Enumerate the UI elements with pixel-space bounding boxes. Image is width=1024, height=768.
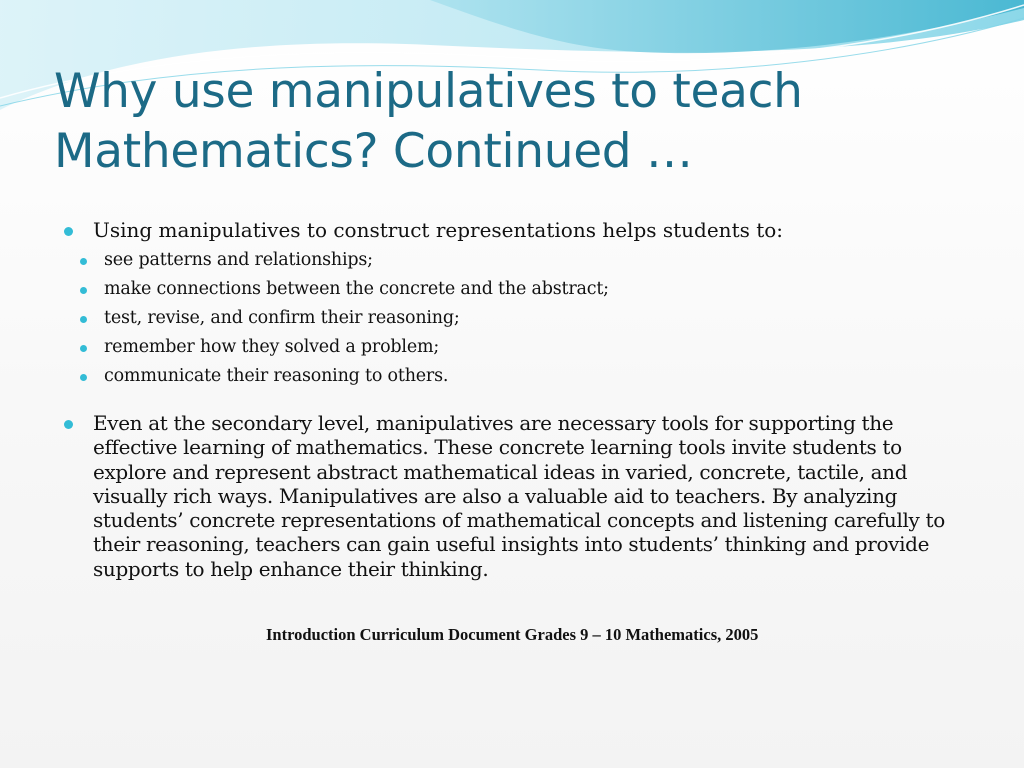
slide-body bbox=[64, 218, 964, 581]
slide-title: Why use manipulatives to teach Mathematics? Continued … bbox=[54, 64, 803, 179]
bullet-1-text: Using manipulatives to construct representations helps students to: bbox=[93, 218, 784, 242]
sub-bullet-text: see patterns and relationships; bbox=[104, 250, 373, 270]
sub-bullet-item bbox=[64, 304, 964, 333]
sub-bullet-item bbox=[64, 333, 964, 362]
bullet-2-text: Even at the secondary level, manipulatives are necessary tools for supporting the effective learning of mathematics. These concrete learning tools invite students to explore and represent abstract mathematical ideas in varied, concrete, tactile, and visually rich ways. Manipulatives are also a valuable aid to teachers. By analyzing students’ concrete representations of mathematical concepts and listening carefully to their reasoning, teachers can gain useful insights into students’ thinking and provide supports to help enhance their thinking. bbox=[93, 411, 945, 581]
sub-bullet-list bbox=[64, 246, 964, 391]
sub-bullet-dot-icon bbox=[80, 287, 87, 294]
sub-bullet-dot-icon bbox=[80, 316, 87, 323]
citation: Introduction Curriculum Document Grades 9 – 10 Mathematics, 2005 bbox=[266, 625, 759, 644]
bullet-item-2 bbox=[64, 411, 964, 581]
bullet-dot-icon bbox=[64, 420, 73, 429]
sub-bullet-item bbox=[64, 362, 964, 391]
sub-bullet-text: test, revise, and confirm their reasoning; bbox=[104, 308, 460, 328]
sub-bullet-dot-icon bbox=[80, 374, 87, 381]
bullet-dot-icon bbox=[64, 227, 73, 236]
sub-bullet-item bbox=[64, 275, 964, 304]
sub-bullet-dot-icon bbox=[80, 258, 87, 265]
sub-bullet-text: make connections between the concrete and the abstract; bbox=[104, 279, 609, 299]
sub-bullet-text: communicate their reasoning to others. bbox=[104, 366, 449, 386]
sub-bullet-item bbox=[64, 246, 964, 275]
sub-bullet-text: remember how they solved a problem; bbox=[104, 337, 440, 357]
sub-bullet-dot-icon bbox=[80, 345, 87, 352]
bullet-item-1 bbox=[64, 218, 964, 242]
